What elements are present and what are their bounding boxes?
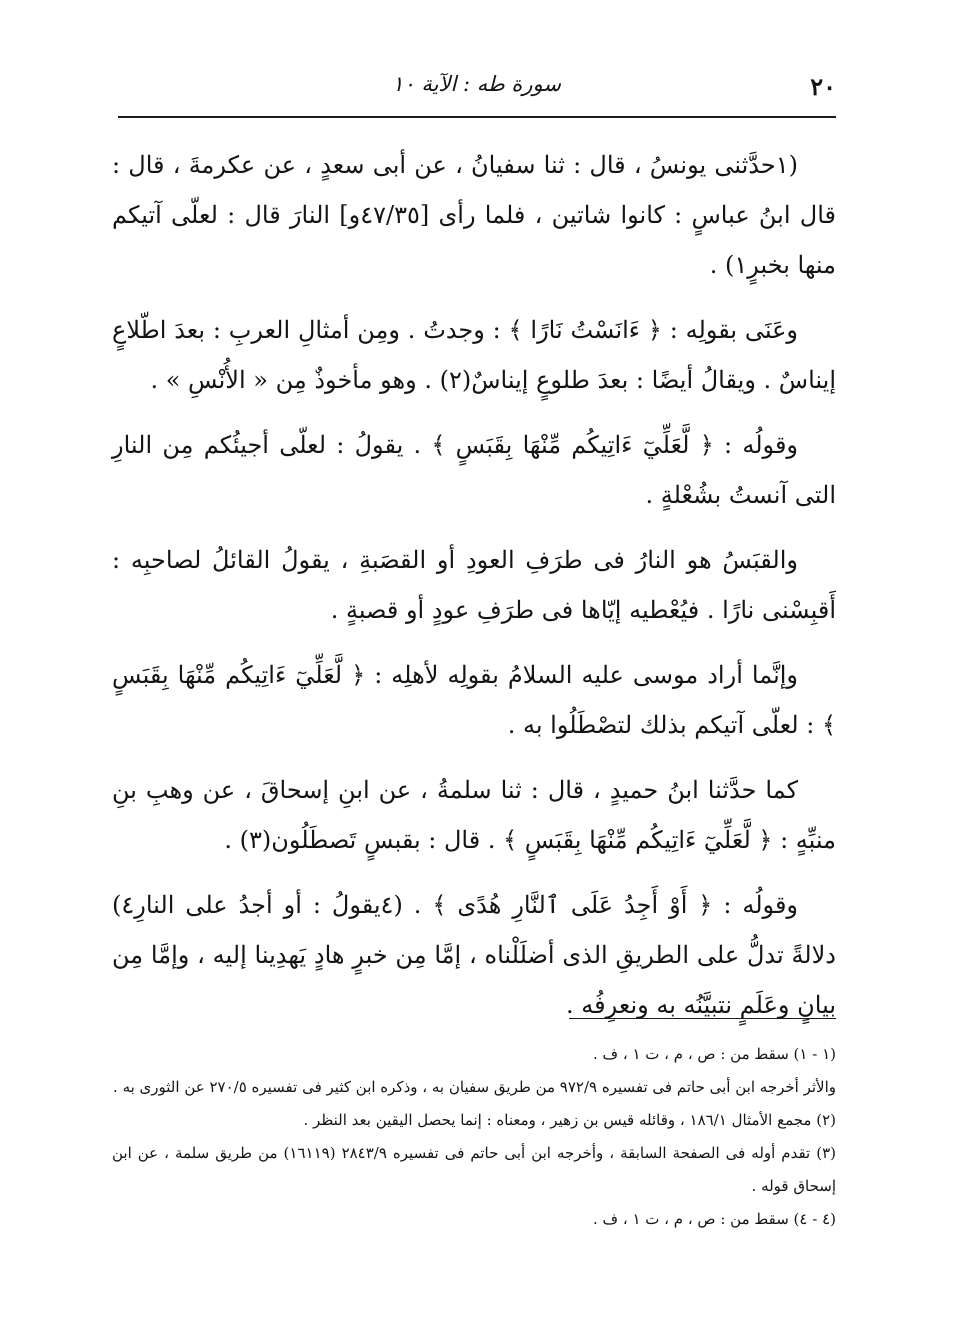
paragraph: وعَنَى بقولِه : ﴿ ءَانَسْتُ نَارًا ﴾ : وجدتُ . ومِن أمثالِ العربِ : بعدَ اطّلاعٍ إيناسٌ . ويقالُ أيضًا : بعدَ طلوعٍ إيناسٌ(٢) . وهو مأخوذٌ مِن « الأُنْسِ » . — [112, 316, 836, 394]
footnotes — [112, 1038, 836, 1236]
main-text — [112, 140, 836, 1045]
paragraph: وقولُه : ﴿ أَوْ أَجِدُ عَلَى ٱلنَّارِ هُدًى ﴾ . (٤يقولُ : أو أجدُ على النارِ٤) دلالةً تدلُّ على الطريقِ الذى أضلَلْناه ، إمَّا مِن خبرٍ هادٍ يَهدِينا إليه ، وإمَّا مِن بيانٍ وعَلَمٍ نتبيَّنُه به ونعرِفُه . — [112, 891, 836, 1019]
paragraph: وإنَّما أراد موسى عليه السلامُ بقولِه لأهلِه : ﴿ لَّعَلِّيٓ ءَاتِيكُم مِّنْهَا بِقَبَسٍ ﴾ : لعلّى آتيكم بذلك لتصْطَلُوا به . — [112, 661, 836, 739]
paragraph: (١حدَّثنى يونسُ ، قال : ثنا سفيانُ ، عن أبى سعدٍ ، عن عكرمةَ ، قال : قال ابنُ عباسٍ : كانوا شاتين ، فلما رأى [٤٧/٣٥و] النارَ قال : لعلّى آتيكم منها بخبرٍ١) . — [112, 151, 836, 279]
footnote-divider — [569, 1018, 836, 1019]
footnote: (٤ - ٤) سقط من : ص ، م ، ت ١ ، ف . — [592, 1210, 836, 1228]
paragraph: وقولُه : ﴿ لَّعَلِّيٓ ءَاتِيكُم مِّنْهَا بِقَبَسٍ ﴾ . يقولُ : لعلّى أجيئُكم مِن النارِ التى آنستُ بشُعْلةٍ . — [112, 431, 836, 509]
running-title: سورة طه : الآية ١٠ — [392, 72, 561, 96]
paragraph: كما حدَّثنا ابنُ حميدٍ ، قال : ثنا سلمةُ ، عن ابنِ إسحاقَ ، عن وهبِ بنِ منبِّهٍ : ﴿ لَّعَلِّيٓ ءَاتِيكُم مِّنْهَا بِقَبَسٍ ﴾ . قال : بقبسٍ تَصطَلُون(٣) . — [112, 776, 836, 854]
footnote: والأثر أخرجه ابن أبى حاتم فى تفسيره ٩٧٢/٩ من طريق سفيان به ، وذكره ابن كثير فى تفسيره ٢٧٠/٥ عن الثورى به . — [113, 1078, 836, 1096]
paragraph: والقبَسُ هو النارُ فى طرَفِ العودِ أو القصَبةِ ، يقولُ القائلُ لصاحبِه : أَقبِسْنى نارًا . فيُعْطيه إيّاها فى طرَفِ عودٍ أو قصبةٍ . — [112, 546, 836, 624]
footnote: (٣) تقدم أوله فى الصفحة السابقة ، وأخرجه ابن أبى حاتم فى تفسيره ٢٨٤٣/٩ (١٦١١٩) من طريق سلمة ، عن ابن إسحاق قوله . — [112, 1144, 836, 1195]
page-header — [118, 66, 836, 118]
footnote: (٢) مجمع الأمثال ١٨٦/١ ، وقائله قيس بن زهير ، ومعناه : إنما يحصل اليقين بعد النظر . — [303, 1111, 836, 1129]
footnote: (١ - ١) سقط من : ص ، م ، ت ١ ، ف . — [592, 1045, 836, 1063]
page-number: ٢٠ — [810, 72, 836, 101]
